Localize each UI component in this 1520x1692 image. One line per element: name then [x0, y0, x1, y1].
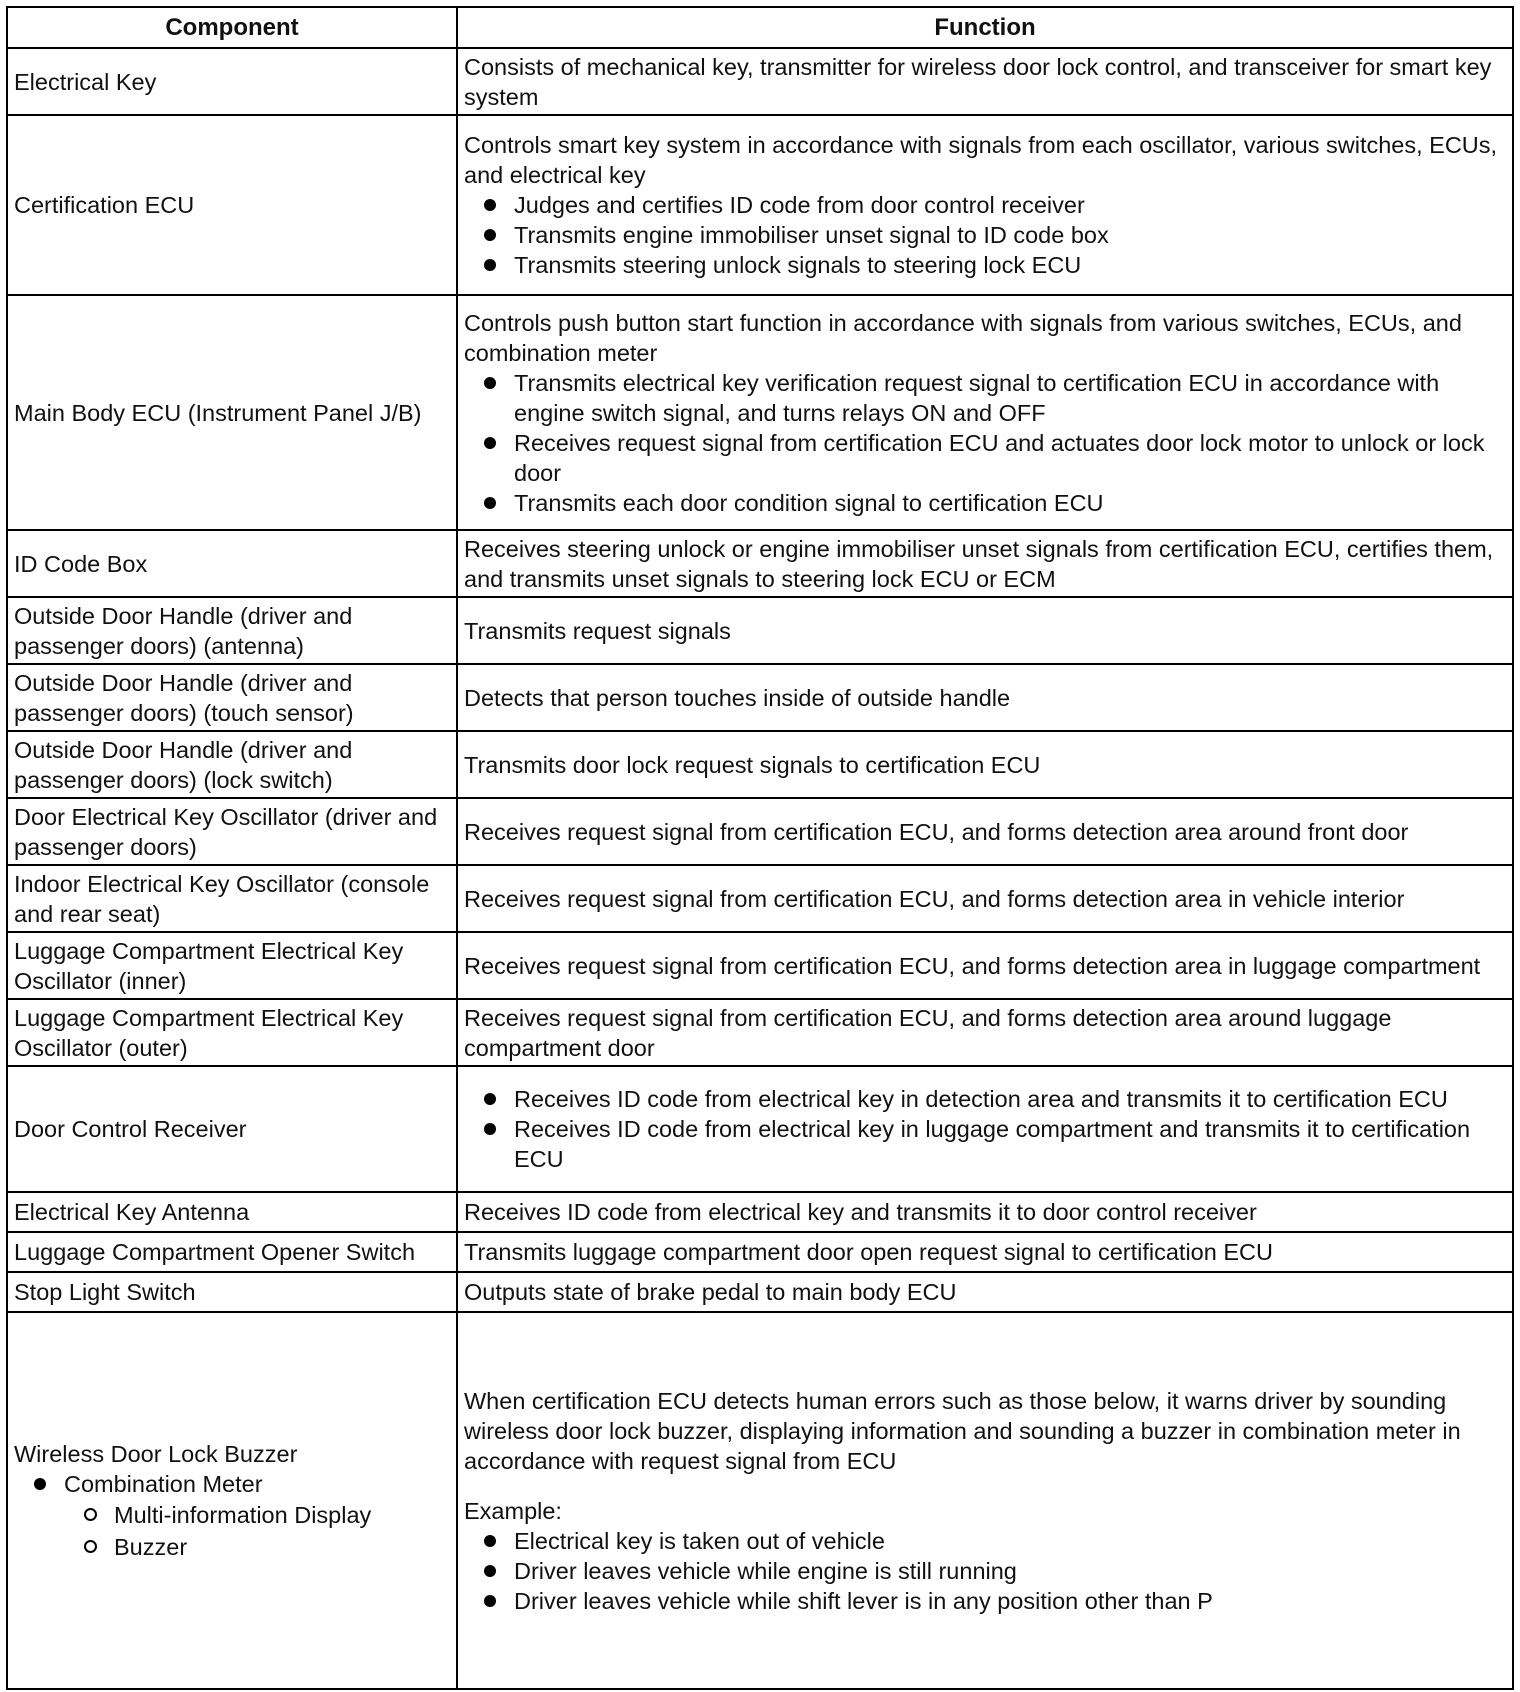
component-cell [7, 1312, 457, 1689]
function-cell: Receives request signal from certification ECU, and forms detection area in vehicle interior [457, 865, 1513, 932]
list-item: Combination Meter [14, 1469, 450, 1499]
list-item: Transmits each door condition signal to certification ECU [464, 488, 1506, 518]
component-cell: Door Electrical Key Oscillator (driver and passenger doors) [7, 798, 457, 865]
component-cell: Outside Door Handle (driver and passenger doors) (touch sensor) [7, 664, 457, 731]
component-text: Wireless Door Lock Buzzer [14, 1440, 298, 1467]
list-item: Transmits steering unlock signals to steering lock ECU [464, 250, 1506, 280]
table-row [7, 1192, 1513, 1232]
list-item: Driver leaves vehicle while shift lever is in any position other than P [464, 1586, 1506, 1616]
list-item: Receives request signal from certification ECU and actuates door lock motor to unlock or lock door [464, 428, 1506, 488]
list-item: Buzzer [14, 1531, 450, 1563]
function-bullet-list [464, 368, 1506, 518]
function-cell: Detects that person touches inside of outside handle [457, 664, 1513, 731]
table-row [7, 1066, 1513, 1192]
table-row [7, 1272, 1513, 1312]
component-cell: Outside Door Handle (driver and passenger doors) (antenna) [7, 597, 457, 664]
function-cell: Transmits door lock request signals to certification ECU [457, 731, 1513, 798]
function-cell [457, 295, 1513, 530]
table-row [7, 1312, 1513, 1689]
function-cell [457, 115, 1513, 295]
table-row [7, 999, 1513, 1066]
list-item: Driver leaves vehicle while engine is still running [464, 1556, 1506, 1586]
component-bullet-list [14, 1469, 450, 1499]
function-text: Controls push button start function in accordance with signals from various switches, ECUs, and combination meter [464, 309, 1462, 366]
table-row [7, 731, 1513, 798]
component-function-table-container [6, 6, 1512, 1690]
table-row [7, 865, 1513, 932]
function-cell: Receives request signal from certification ECU, and forms detection area around front door [457, 798, 1513, 865]
list-item: Transmits electrical key verification request signal to certification ECU in accordance with engine switch signal, and turns relays ON and OFF [464, 368, 1506, 428]
function-cell: Receives request signal from certification ECU, and forms detection area around luggage compartment door [457, 999, 1513, 1066]
function-text: When certification ECU detects human errors such as those below, it warns driver by sounding wireless door lock buzzer, displaying information and sounding a buzzer in combination meter in accordance with request signal from ECU [464, 1387, 1461, 1474]
header-component: Component [7, 7, 457, 48]
function-cell [457, 1312, 1513, 1689]
component-function-table [6, 6, 1514, 1690]
function-cell: Transmits luggage compartment door open request signal to certification ECU [457, 1232, 1513, 1272]
function-bullet-list [464, 1084, 1506, 1174]
list-item: Judges and certifies ID code from door control receiver [464, 190, 1506, 220]
component-cell: Outside Door Handle (driver and passenger doors) (lock switch) [7, 731, 457, 798]
function-cell: Consists of mechanical key, transmitter for wireless door lock control, and transceiver for smart key system [457, 48, 1513, 115]
component-cell: Luggage Compartment Electrical Key Oscillator (inner) [7, 932, 457, 999]
component-cell: Indoor Electrical Key Oscillator (console and rear seat) [7, 865, 457, 932]
table-row [7, 115, 1513, 295]
list-item: Receives ID code from electrical key in detection area and transmits it to certification ECU [464, 1084, 1506, 1114]
function-bullet-list [464, 1526, 1506, 1616]
component-cell: ID Code Box [7, 530, 457, 597]
component-cell: Electrical Key [7, 48, 457, 115]
function-cell [457, 1066, 1513, 1192]
component-cell: Electrical Key Antenna [7, 1192, 457, 1232]
example-label: Example: [464, 1497, 562, 1524]
function-cell: Transmits request signals [457, 597, 1513, 664]
function-cell: Receives ID code from electrical key and transmits it to door control receiver [457, 1192, 1513, 1232]
table-row [7, 597, 1513, 664]
function-bullet-list [464, 190, 1506, 280]
component-cell: Main Body ECU (Instrument Panel J/B) [7, 295, 457, 530]
function-cell: Receives request signal from certification ECU, and forms detection area in luggage compartment [457, 932, 1513, 999]
list-item: Electrical key is taken out of vehicle [464, 1526, 1506, 1556]
table-header-row [7, 7, 1513, 48]
table-row [7, 932, 1513, 999]
header-function: Function [457, 7, 1513, 48]
function-cell: Receives steering unlock or engine immobiliser unset signals from certification ECU, certifies them, and transmits unset signals to steering lock ECU or ECM [457, 530, 1513, 597]
table-row [7, 1232, 1513, 1272]
table-row [7, 530, 1513, 597]
component-cell: Luggage Compartment Electrical Key Oscillator (outer) [7, 999, 457, 1066]
table-row [7, 664, 1513, 731]
function-cell: Outputs state of brake pedal to main body ECU [457, 1272, 1513, 1312]
component-cell: Luggage Compartment Opener Switch [7, 1232, 457, 1272]
list-item: Multi-information Display [14, 1499, 450, 1531]
component-cell: Door Control Receiver [7, 1066, 457, 1192]
component-cell: Stop Light Switch [7, 1272, 457, 1312]
list-item: Receives ID code from electrical key in luggage compartment and transmits it to certification ECU [464, 1114, 1506, 1174]
table-row [7, 798, 1513, 865]
list-item: Transmits engine immobiliser unset signal to ID code box [464, 220, 1506, 250]
component-sub-list [14, 1499, 450, 1563]
table-row [7, 295, 1513, 530]
table-row [7, 48, 1513, 115]
function-text: Controls smart key system in accordance with signals from each oscillator, various switches, ECUs, and electrical key [464, 132, 1498, 188]
component-cell: Certification ECU [7, 115, 457, 295]
